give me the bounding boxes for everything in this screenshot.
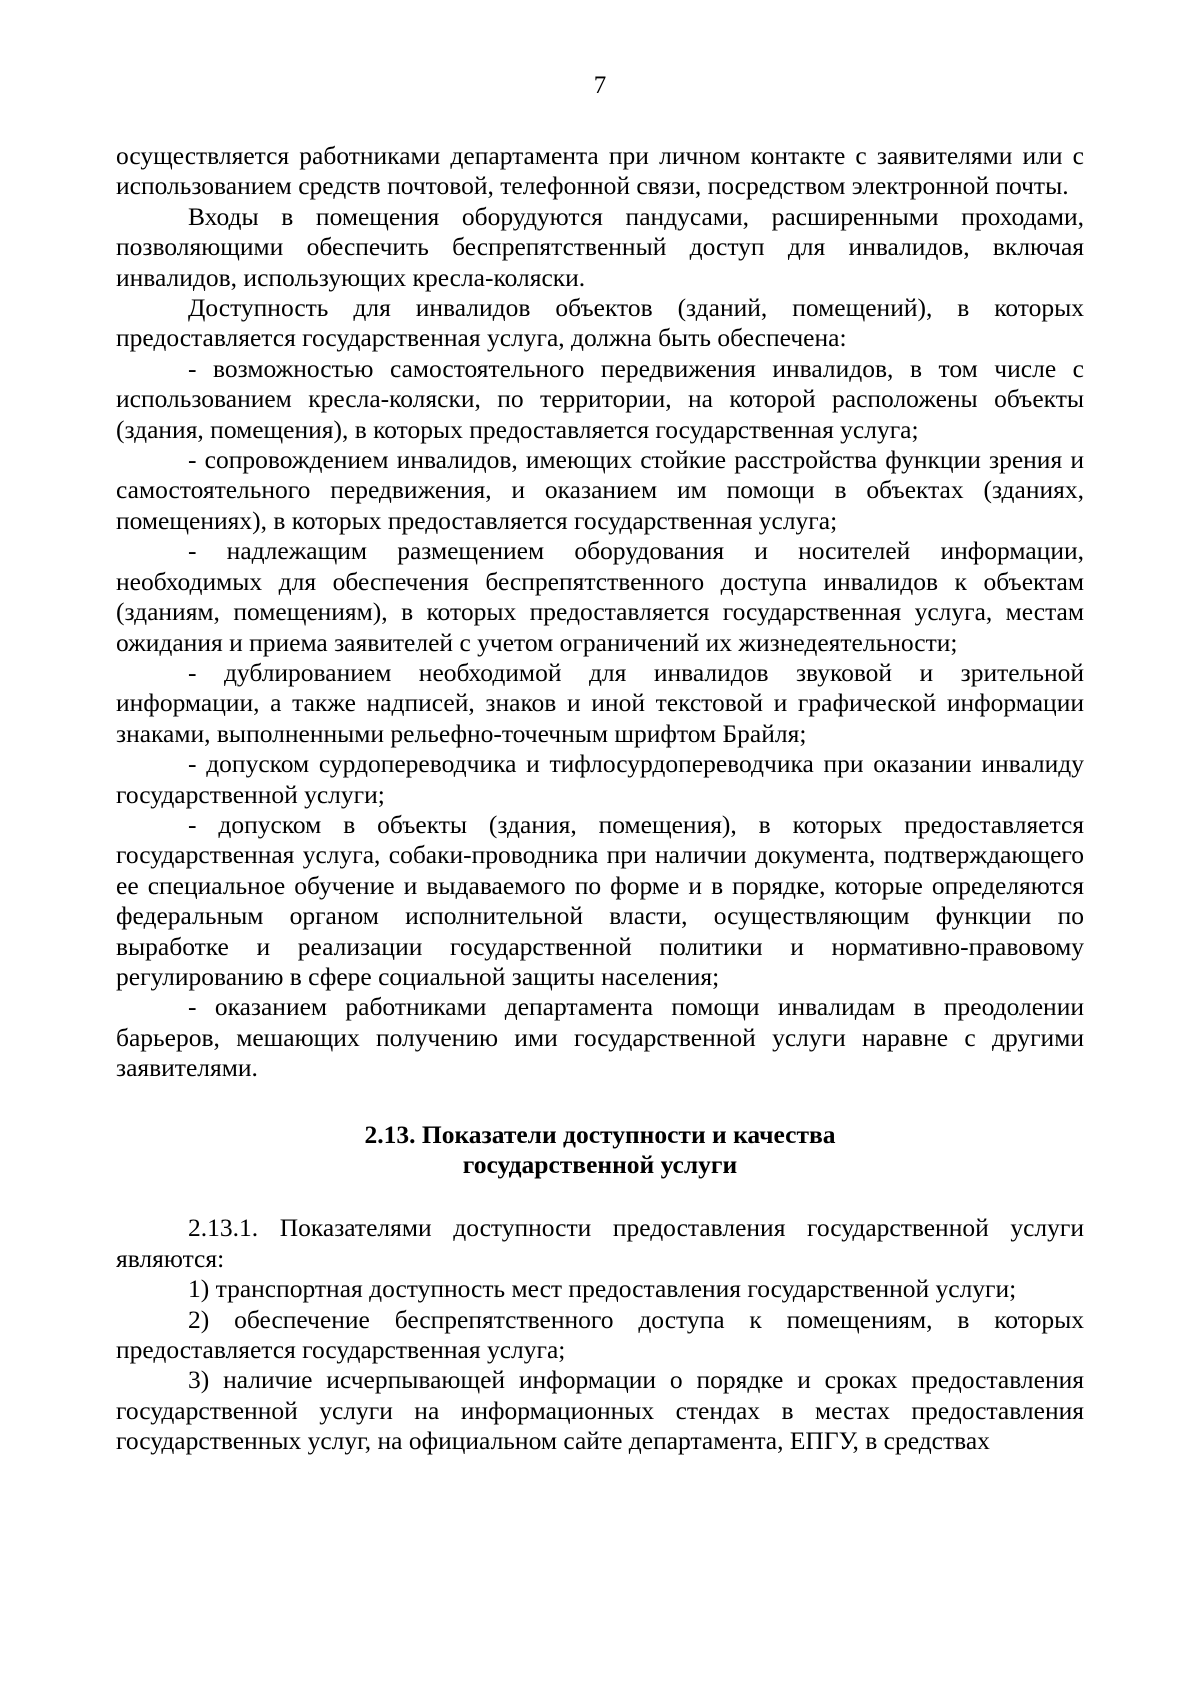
paragraph-accessibility-intro: Доступность для инвалидов объектов (зданий, помещений), в которых предоставляется государственная услуга, должна быть обеспечена: (116, 293, 1084, 353)
list-item-assistance: - оказанием работниками департамента помощи инвалидам в преодолении барьеров, мешающих получению ими государственной услуги наравне с другими заявителями. (116, 992, 1084, 1083)
list-item-interpreter: - допуском сурдопереводчика и тифлосурдопереводчика при оказании инвалиду государственной услуги; (116, 749, 1084, 809)
section-heading (116, 1120, 1084, 1181)
paragraph-entrances: Входы в помещения оборудуются пандусами, расширенными проходами, позволяющими обеспечить беспрепятственный доступ для инвалидов, включая инвалидов, использующих кресла-коляски. (116, 201, 1084, 292)
list-item-access: 2) обеспечение беспрепятственного доступа к помещениям, в которых предоставляется государственная услуга; (116, 1304, 1084, 1365)
paragraph-indicators-intro: 2.13.1. Показателями доступности предоставления государственной услуги являются: (116, 1213, 1084, 1273)
list-item-duplication: - дублированием необходимой для инвалидов звуковой и зрительной информации, а также надписей, знаков и иной текстовой и графической информации знаками, выполненными рельефно-точечным шрифтом Брайля; (116, 657, 1084, 748)
list-item-movement: - возможностью самостоятельного передвижения инвалидов, в том числе с использованием кресла-коляски, по территории, на которой расположены объекты (здания, помещения), в которых предоставляется государственная услуга; (116, 353, 1084, 444)
section-heading-line-2: государственной услуги (462, 1150, 738, 1179)
list-item-information: 3) наличие исчерпывающей информации о порядке и сроках предоставления государственной услуги на информационных стендах в местах предоставления государственных услуг, на официальном сайте департамента, ЕПГУ, в средствах (116, 1365, 1084, 1456)
list-item-equipment: - надлежащим размещением оборудования и носителей информации, необходимых для обеспечения беспрепятственного доступа инвалидов к объектам (зданиям, помещениям), в которых предоставляется государственная услуга, местам ожидания и приема заявителей с учетом ограничений их жизнедеятельности; (116, 536, 1084, 657)
list-item-transport: 1) транспортная доступность мест предоставления государственной услуги; (188, 1274, 1017, 1304)
document-body (116, 141, 1084, 1457)
page-number: 7 (593, 72, 607, 99)
list-item-guide-dog: - допуском в объекты (здания, помещения), в которых предоставляется государственная услуга, собаки-проводника при наличии документа, подтверждающего ее специальное обучение и выдаваемого по форме и в порядке, которые определяются федеральным органом исполнительной власти, осуществляющим функции по выработке и реализации государственной политики и нормативно-правовому регулированию в сфере социальной защиты населения; (116, 809, 1084, 991)
list-item-escort: - сопровождением инвалидов, имеющих стойкие расстройства функции зрения и самостоятельного передвижения, и оказанием им помощи в объектах (зданиях, помещениях), в которых предоставляется государственная услуга; (116, 445, 1084, 535)
section-heading-line-1: 2.13. Показатели доступности и качества (364, 1119, 836, 1149)
paragraph-continuation: осуществляется работниками департамента при личном контакте с заявителями или с использованием средств почтовой, телефонной связи, посредством электронной почты. (116, 141, 1084, 201)
